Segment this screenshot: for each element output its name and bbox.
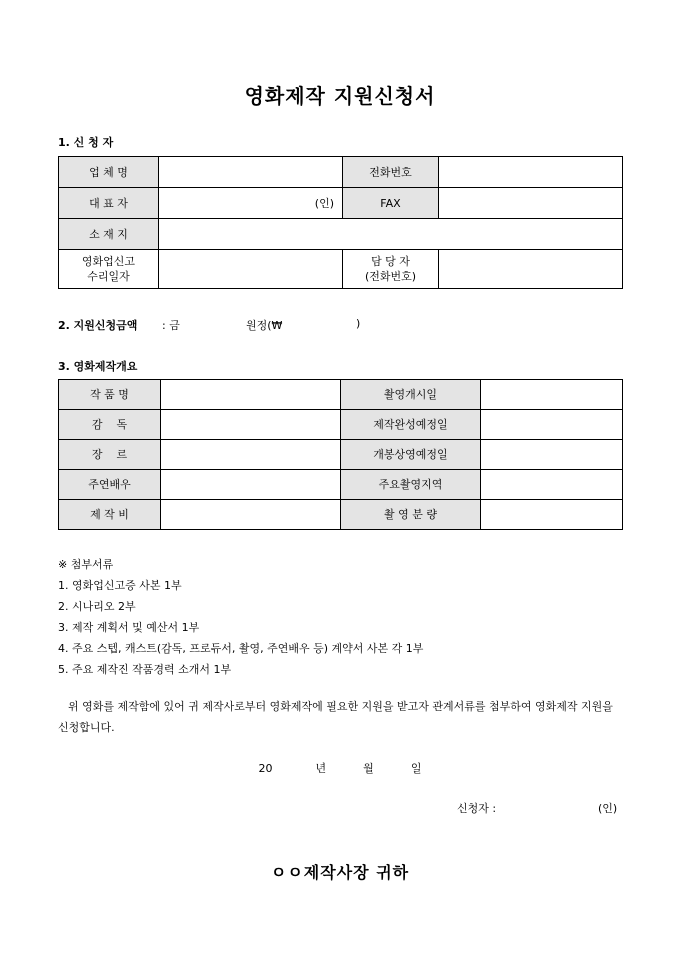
lead-actor-label: 주연배우 [59, 470, 161, 500]
budget-field[interactable] [161, 500, 341, 530]
budget-label: 제 작 비 [59, 500, 161, 530]
title-field[interactable] [161, 380, 341, 410]
phone-label: 전화번호 [343, 157, 439, 188]
date-month-unit: 월 [363, 762, 374, 775]
list-item: 5. 주요 제작진 작품경력 소개서 1부 [58, 663, 232, 676]
release-date-label: 개봉상영예정일 [341, 440, 481, 470]
date-year-unit: 년 [315, 762, 327, 775]
representative-label: 대 표 자 [59, 188, 159, 219]
fax-label: FAX [343, 188, 439, 219]
report-date-label: 영화업신고 수리일자 [59, 250, 159, 289]
amount-prefix: : 금 [162, 319, 180, 332]
director-label: 감 독 [59, 410, 161, 440]
shoot-start-field[interactable] [481, 380, 623, 410]
shoot-volume-label: 촬 영 분 량 [341, 500, 481, 530]
completion-date-field[interactable] [481, 410, 623, 440]
fax-field[interactable] [439, 188, 623, 219]
director-field[interactable] [161, 410, 341, 440]
list-item: 3. 제작 계획서 및 예산서 1부 [58, 621, 200, 634]
shoot-start-label: 촬영개시일 [341, 380, 481, 410]
attachments-heading: ※ 첨부서류 [58, 558, 114, 571]
applicant-label: 신청자 : [457, 802, 497, 815]
date-day-unit: 일 [410, 762, 422, 775]
section2-heading: 2. 지원신청금액 [58, 319, 138, 332]
genre-label: 장 르 [59, 440, 161, 470]
location-label: 주요촬영지역 [341, 470, 481, 500]
shoot-volume-field[interactable] [481, 500, 623, 530]
section1-heading: 1. 신 청 자 [58, 136, 114, 149]
company-label: 업 체 명 [59, 157, 159, 188]
amount-close: ) [356, 317, 361, 330]
release-date-field[interactable] [481, 440, 623, 470]
genre-field[interactable] [161, 440, 341, 470]
phone-field[interactable] [439, 157, 623, 188]
report-date-field[interactable] [159, 250, 343, 289]
amount-won: 원정(₩ [246, 319, 283, 332]
manager-field[interactable] [439, 250, 623, 289]
list-item: 1. 영화업신고증 사본 1부 [58, 579, 182, 592]
applicant-table [58, 156, 623, 289]
location-field[interactable] [481, 470, 623, 500]
manager-label: 담 당 자 (전화번호) [343, 250, 439, 289]
recipient-line: ㅇㅇ제작사장 귀하 [270, 863, 410, 882]
title-label: 작 품 명 [59, 380, 161, 410]
representative-seal: (인) [314, 197, 334, 210]
list-item: 4. 주요 스텝, 캐스트(감독, 프로듀서, 촬영, 주연배우 등) 계약서 사본 각 1부 [58, 642, 424, 655]
company-field[interactable] [159, 157, 343, 188]
lead-actor-field[interactable] [161, 470, 341, 500]
list-item: 2. 시나리오 2부 [58, 600, 136, 613]
section3-heading: 3. 영화제작개요 [58, 360, 138, 373]
applicant-seal: (인) [598, 802, 618, 815]
representative-field[interactable] [159, 188, 343, 219]
date-line [0, 760, 680, 776]
statement-text: 위 영화를 제작함에 있어 귀 제작사로부터 영화제작에 필요한 지원을 받고자 관계서류를 첨부하여 영화제작 지원을 신청합니다. [58, 700, 613, 734]
document-title: 영화제작 지원신청서 [244, 84, 436, 108]
address-label: 소 재 지 [59, 219, 159, 250]
address-field[interactable] [159, 219, 623, 250]
production-table [58, 379, 623, 530]
date-year: 20 [258, 762, 273, 775]
attachments-list [58, 554, 423, 680]
completion-date-label: 제작완성예정일 [341, 410, 481, 440]
